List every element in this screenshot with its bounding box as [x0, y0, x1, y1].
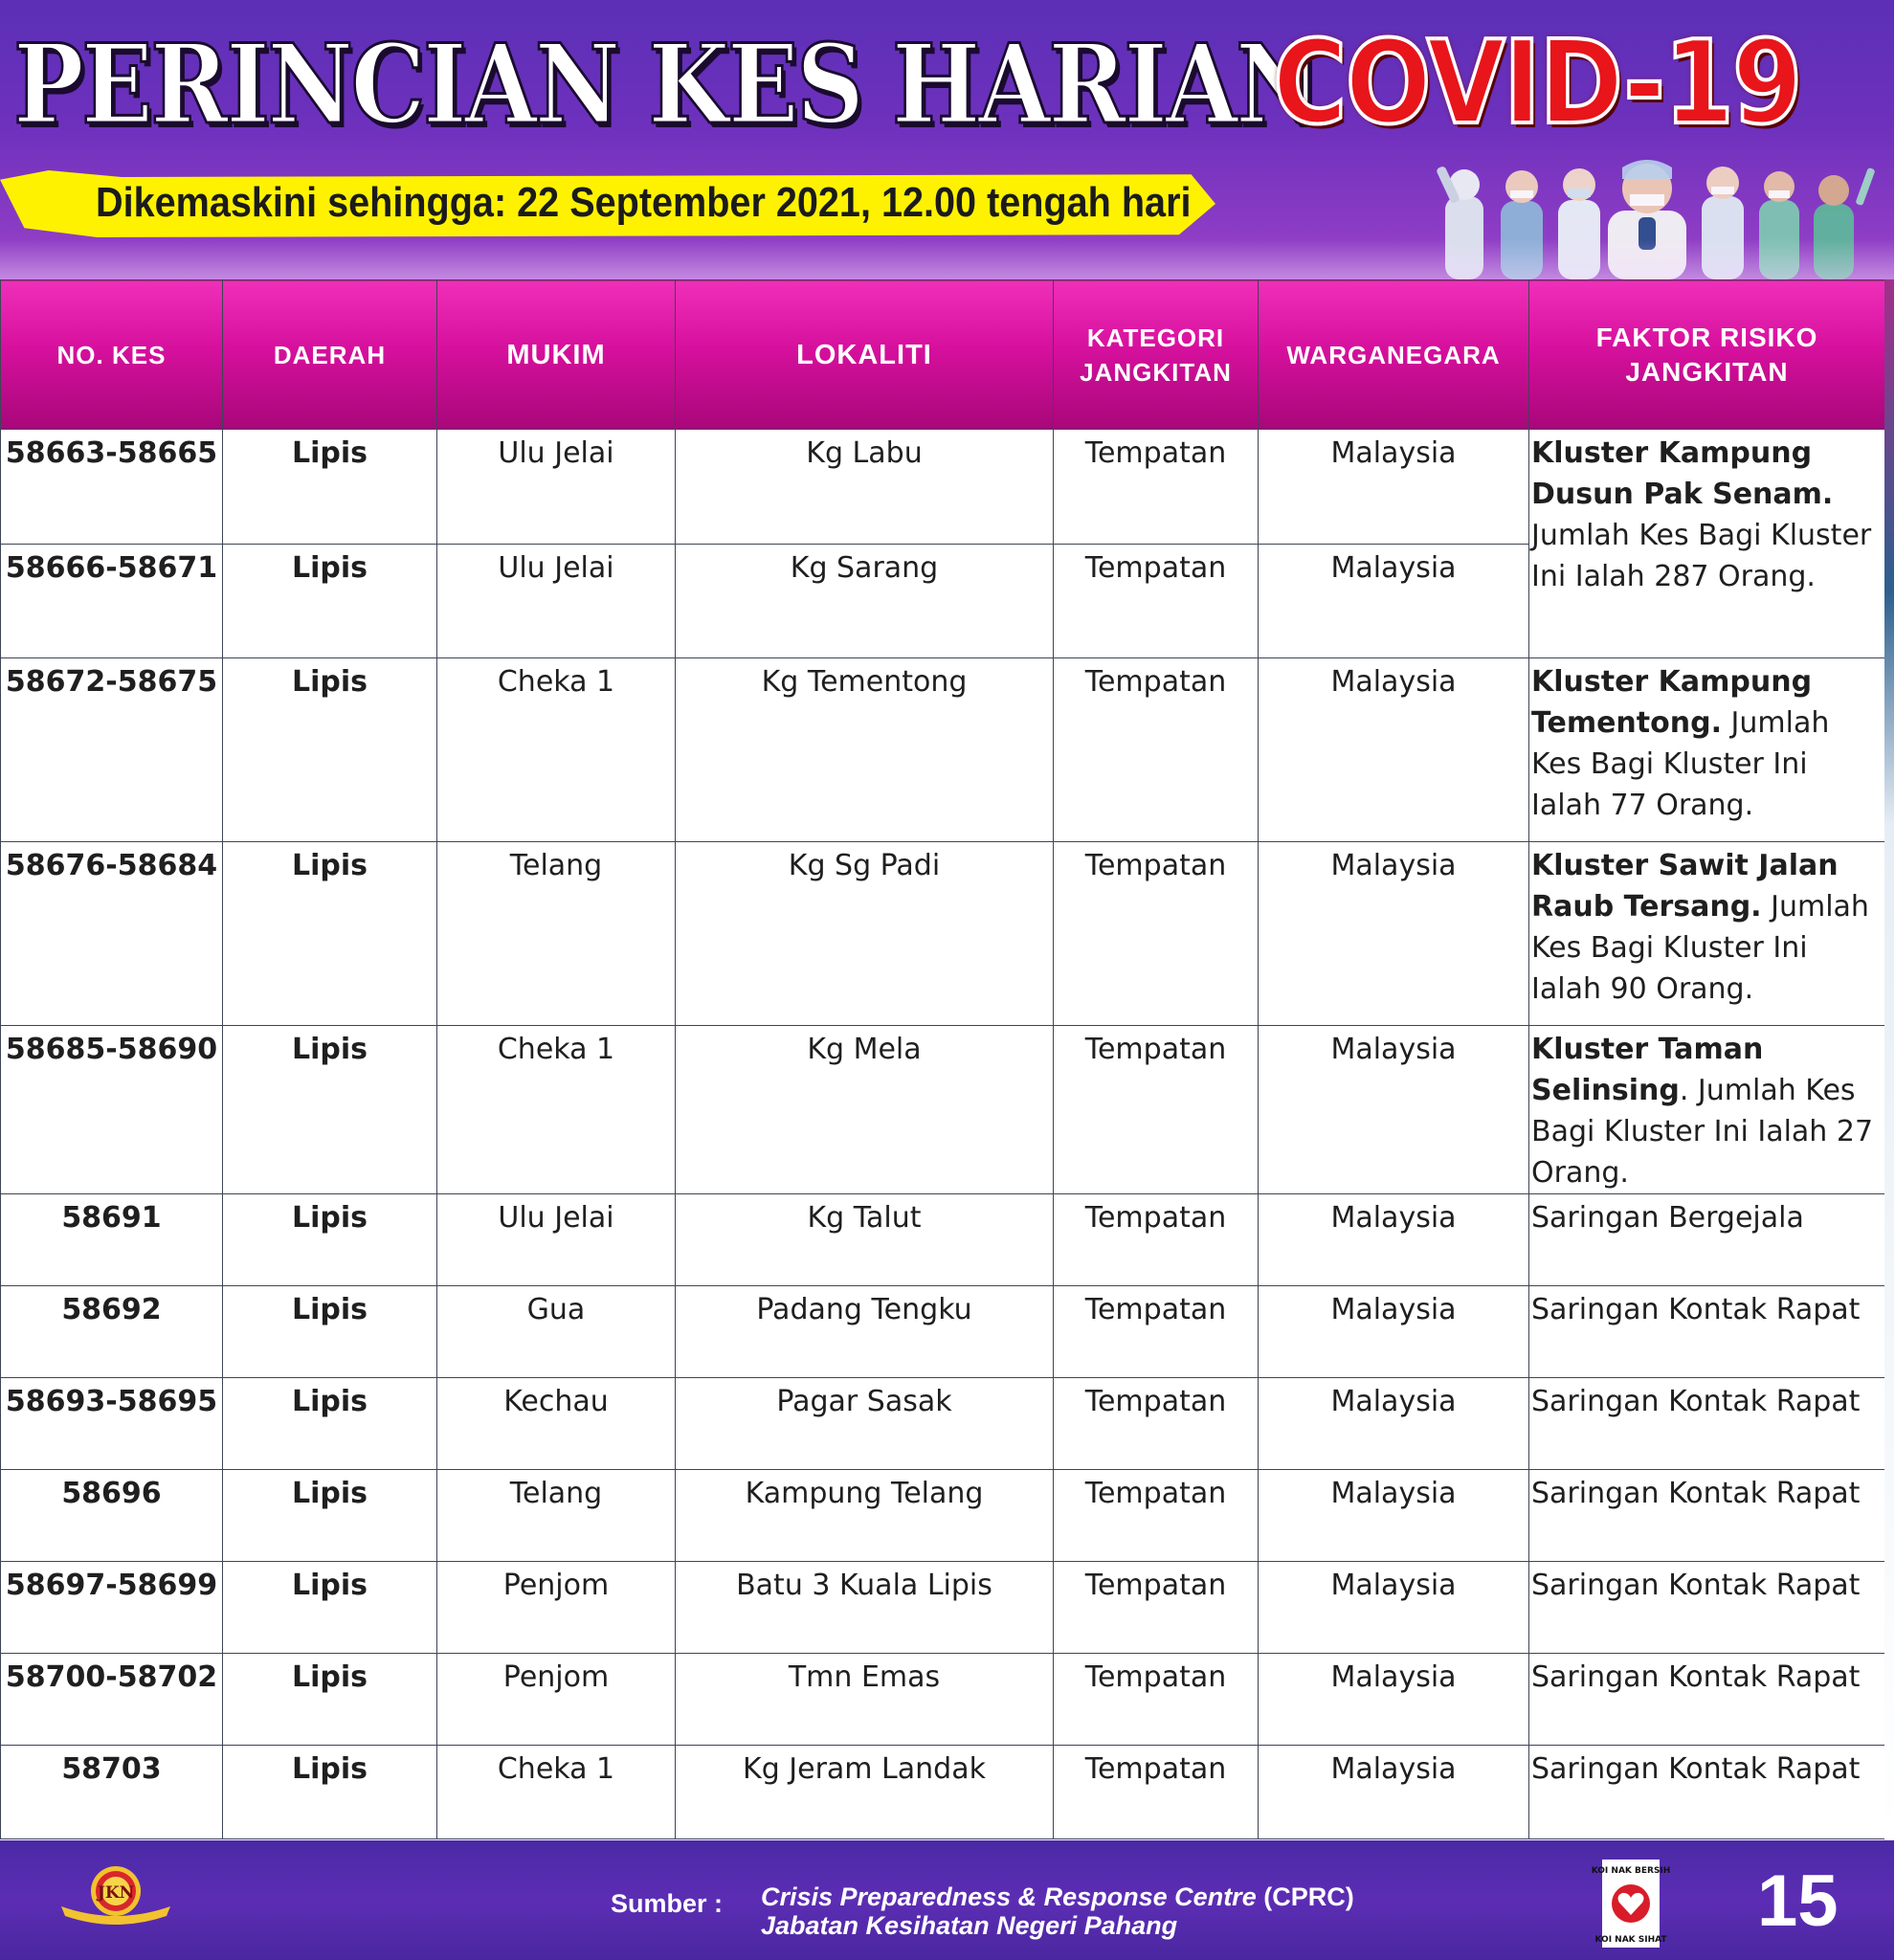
cell-kategori: Tempatan [1054, 430, 1259, 545]
cell-mukim: Cheka 1 [437, 658, 676, 842]
cell-warganegara: Malaysia [1259, 1026, 1529, 1194]
koi-nak-sihat-logo-icon [1591, 1860, 1671, 1948]
cluster-detail: Jumlah Kes Bagi Kluster Ini Ialah 77 Orang. [1531, 706, 1830, 822]
source-dept-name: Jabatan Kesihatan Negeri Pahang [761, 1911, 1178, 1940]
cell-daerah: Lipis [223, 1378, 437, 1470]
table-row [1, 430, 1885, 545]
cell-faktor-risiko: Saringan Kontak Rapat [1529, 1378, 1885, 1470]
table-row [1, 1194, 1885, 1286]
cell-no-kes: 58691 [1, 1194, 223, 1286]
cell-mukim: Ulu Jelai [437, 1194, 676, 1286]
cluster-detail: Jumlah Kes Bagi Kluster Ini Ialah 287 Orang. [1531, 519, 1872, 593]
cell-daerah: Lipis [223, 545, 437, 658]
cell-daerah: Lipis [223, 658, 437, 842]
cell-kategori: Tempatan [1054, 842, 1259, 1026]
cell-kategori: Tempatan [1054, 1746, 1259, 1839]
case-details-table [0, 279, 1885, 1839]
cell-lokaliti: Kg Jeram Landak [676, 1746, 1054, 1839]
cell-faktor-risiko [1529, 658, 1885, 842]
cell-lokaliti: Kg Talut [676, 1194, 1054, 1286]
cell-faktor-risiko: Saringan Kontak Rapat [1529, 1470, 1885, 1562]
cell-warganegara: Malaysia [1259, 658, 1529, 842]
source-department [761, 1911, 1177, 1940]
page-header [0, 0, 1894, 279]
column-header-faktor-risiko [1529, 280, 1885, 430]
table-row [1, 1026, 1885, 1194]
cell-warganegara: Malaysia [1259, 545, 1529, 658]
cell-warganegara: Malaysia [1259, 842, 1529, 1026]
cluster-detail: . Jumlah Kes Bagi Kluster Ini Ialah 27 Orang. [1531, 1074, 1874, 1190]
cell-no-kes: 58703 [1, 1746, 223, 1839]
cell-no-kes: 58672-58675 [1, 658, 223, 842]
cluster-detail: Jumlah Kes Bagi Kluster Ini Ialah 90 Orang. [1531, 890, 1869, 1006]
cell-no-kes: 58700-58702 [1, 1654, 223, 1746]
cell-lokaliti: Kg Mela [676, 1026, 1054, 1194]
source-org-name: Crisis Preparedness & Response Centre [761, 1882, 1257, 1911]
cell-kategori: Tempatan [1054, 1562, 1259, 1654]
cell-warganegara: Malaysia [1259, 1286, 1529, 1378]
table-row [1, 1286, 1885, 1378]
cell-daerah: Lipis [223, 1470, 437, 1562]
column-header-kategori-line1: KATEGORI [1086, 323, 1225, 352]
jkn-logo-icon [57, 1864, 174, 1931]
source-organization [761, 1882, 1354, 1911]
cell-daerah: Lipis [223, 1194, 437, 1286]
page-title: PERINCIAN KES HARIAN [13, 20, 1320, 148]
cell-mukim: Ulu Jelai [437, 430, 676, 545]
cell-no-kes: 58666-58671 [1, 545, 223, 658]
cell-faktor-risiko [1529, 430, 1885, 658]
table-row [1, 1470, 1885, 1562]
cell-mukim: Penjom [437, 1654, 676, 1746]
cell-warganegara: Malaysia [1259, 1194, 1529, 1286]
source-label: Sumber : [611, 1889, 724, 1918]
cell-mukim: Kechau [437, 1378, 676, 1470]
cell-mukim: Penjom [437, 1562, 676, 1654]
cell-mukim: Ulu Jelai [437, 545, 676, 658]
case-table-container [0, 279, 1885, 1839]
column-header-warganegara: WARGANEGARA [1259, 280, 1529, 430]
cell-mukim: Gua [437, 1286, 676, 1378]
cell-lokaliti: Kg Labu [676, 430, 1054, 545]
column-header-kategori-line2: JANGKITAN [1080, 357, 1232, 387]
cell-faktor-risiko: Saringan Kontak Rapat [1529, 1654, 1885, 1746]
cell-warganegara: Malaysia [1259, 1562, 1529, 1654]
covid-title: COVID-19 [1273, 17, 1801, 150]
cell-lokaliti: Kg Tementong [676, 658, 1054, 842]
table-header-row [1, 280, 1885, 430]
cell-no-kes: 58693-58695 [1, 1378, 223, 1470]
cell-no-kes: 58663-58665 [1, 430, 223, 545]
cell-daerah: Lipis [223, 1286, 437, 1378]
cell-kategori: Tempatan [1054, 1470, 1259, 1562]
column-header-lokaliti: LOKALITI [676, 280, 1054, 430]
cluster-name: Kluster Kampung Tementong. [1531, 665, 1813, 740]
cell-lokaliti: Tmn Emas [676, 1654, 1054, 1746]
cell-faktor-risiko: Saringan Kontak Rapat [1529, 1286, 1885, 1378]
cell-lokaliti: Kg Sg Padi [676, 842, 1054, 1026]
page-number: 15 [1757, 1860, 1839, 1942]
cell-daerah: Lipis [223, 430, 437, 545]
cell-faktor-risiko: Saringan Kontak Rapat [1529, 1562, 1885, 1654]
cell-mukim: Cheka 1 [437, 1746, 676, 1839]
cell-lokaliti: Batu 3 Kuala Lipis [676, 1562, 1054, 1654]
cell-no-kes: 58685-58690 [1, 1026, 223, 1194]
cell-mukim: Telang [437, 842, 676, 1026]
cell-warganegara: Malaysia [1259, 430, 1529, 545]
cell-lokaliti: Kg Sarang [676, 545, 1054, 658]
cell-daerah: Lipis [223, 1746, 437, 1839]
column-header-kategori-jangkitan [1054, 280, 1259, 430]
cell-warganegara: Malaysia [1259, 1746, 1529, 1839]
table-row [1, 1654, 1885, 1746]
cell-kategori: Tempatan [1054, 1194, 1259, 1286]
cell-faktor-risiko: Saringan Bergejala [1529, 1194, 1885, 1286]
cell-daerah: Lipis [223, 1026, 437, 1194]
column-header-no-kes: NO. KES [1, 280, 223, 430]
cell-warganegara: Malaysia [1259, 1654, 1529, 1746]
cell-no-kes: 58692 [1, 1286, 223, 1378]
jkn-logo-text: JKN [97, 1883, 135, 1903]
table-row [1, 1378, 1885, 1470]
source-org-acronym: (CPRC) [1256, 1882, 1354, 1911]
cell-lokaliti: Kampung Telang [676, 1470, 1054, 1562]
cell-no-kes: 58697-58699 [1, 1562, 223, 1654]
table-row [1, 842, 1885, 1026]
cell-faktor-risiko [1529, 842, 1885, 1026]
cell-faktor-risiko [1529, 1026, 1885, 1194]
cell-kategori: Tempatan [1054, 1286, 1259, 1378]
cell-kategori: Tempatan [1054, 545, 1259, 658]
cell-mukim: Telang [437, 1470, 676, 1562]
cell-kategori: Tempatan [1054, 1654, 1259, 1746]
healthcare-workers-illustration [1426, 158, 1895, 279]
column-header-mukim: MUKIM [437, 280, 676, 430]
cell-daerah: Lipis [223, 1654, 437, 1746]
cell-faktor-risiko: Saringan Kontak Rapat [1529, 1746, 1885, 1839]
cell-lokaliti: Pagar Sasak [676, 1378, 1054, 1470]
cell-mukim: Cheka 1 [437, 1026, 676, 1194]
cell-kategori: Tempatan [1054, 658, 1259, 842]
table-row [1, 658, 1885, 842]
cell-warganegara: Malaysia [1259, 1378, 1529, 1470]
cell-no-kes: 58676-58684 [1, 842, 223, 1026]
koi-top-text: KOI NAK BERSIH [1591, 1866, 1671, 1876]
page-footer [0, 1840, 1894, 1960]
update-timestamp: Dikemaskini sehingga: 22 September 2021, 12.00 tengah hari [96, 179, 1192, 226]
cluster-name: Kluster Taman Selinsing [1531, 1033, 1764, 1107]
table-row [1, 1746, 1885, 1839]
cluster-name: Kluster Kampung Dusun Pak Senam. [1531, 436, 1834, 511]
cell-daerah: Lipis [223, 842, 437, 1026]
table-row [1, 1562, 1885, 1654]
koi-bottom-text: KOI NAK SIHAT [1594, 1935, 1667, 1945]
cell-kategori: Tempatan [1054, 1378, 1259, 1470]
cell-lokaliti: Padang Tengku [676, 1286, 1054, 1378]
right-edge-decoration [1884, 279, 1894, 1840]
cell-warganegara: Malaysia [1259, 1470, 1529, 1562]
cell-kategori: Tempatan [1054, 1026, 1259, 1194]
column-header-daerah: DAERAH [223, 280, 437, 430]
column-header-faktor-line2: JANGKITAN [1625, 356, 1789, 387]
cluster-name: Kluster Sawit Jalan Raub Tersang. [1531, 849, 1839, 924]
cell-daerah: Lipis [223, 1562, 437, 1654]
column-header-faktor-line1: FAKTOR RISIKO [1595, 322, 1818, 352]
cell-no-kes: 58696 [1, 1470, 223, 1562]
